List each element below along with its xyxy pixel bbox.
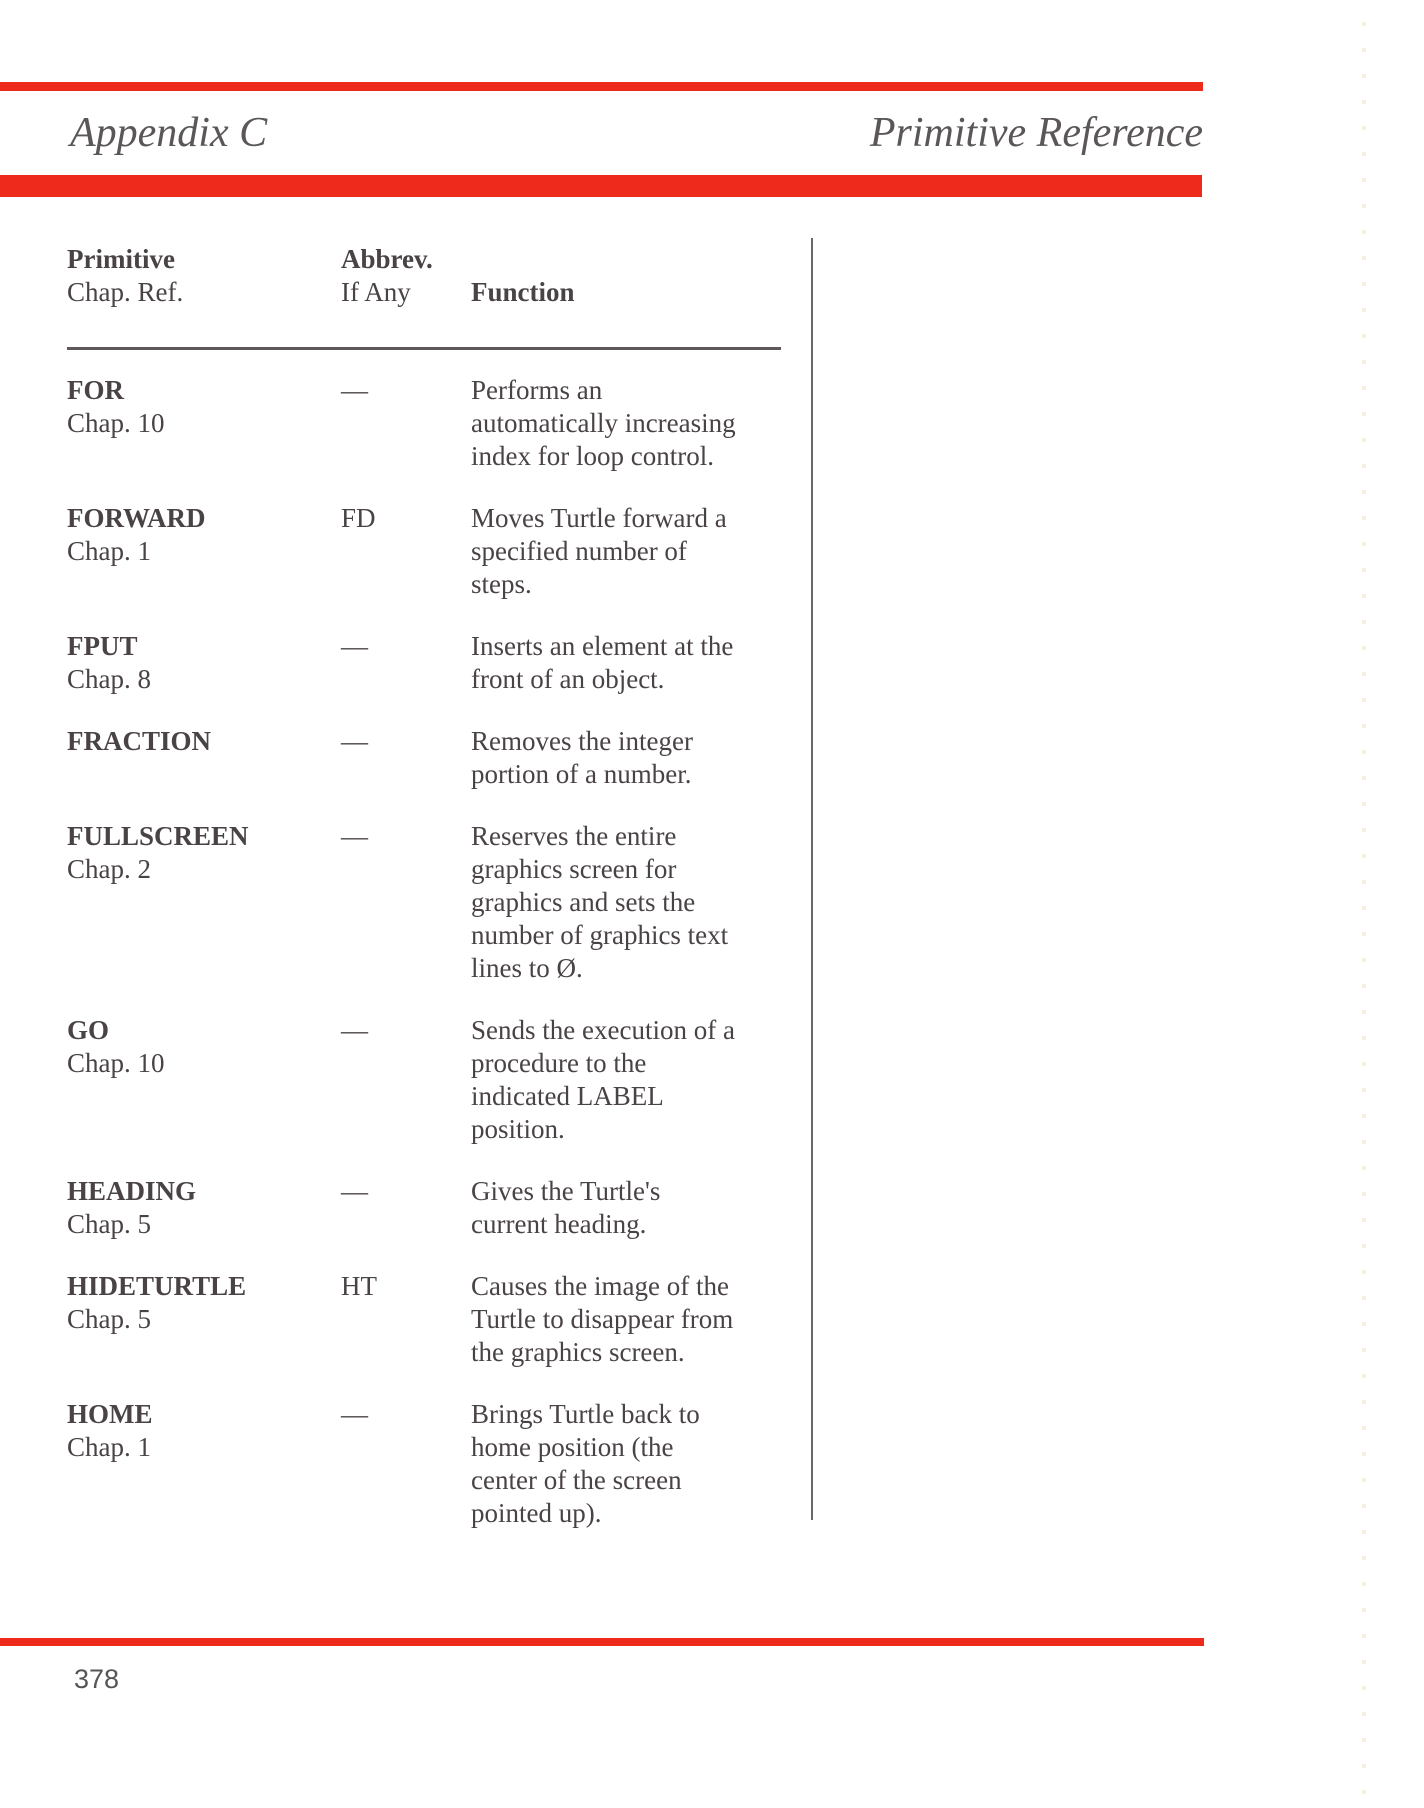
- chapter-ref: Chap. 5: [67, 1209, 151, 1239]
- abbreviation: —: [341, 1015, 368, 1045]
- primitive-reference-table: [67, 243, 781, 1530]
- column-header-primitive: Primitive: [67, 244, 175, 274]
- abbreviation: HT: [341, 1271, 377, 1301]
- page-number: 378: [74, 1664, 120, 1694]
- function-description: Moves Turtle forward a specified number of steps.: [471, 503, 727, 599]
- table-row: [67, 820, 781, 985]
- chapter-ref: Chap. 10: [67, 408, 165, 438]
- primitive-name: HIDETURTLE: [67, 1271, 247, 1301]
- function-description: Brings Turtle back to home position (the center of the screen pointed up).: [471, 1399, 700, 1528]
- table-row: [67, 1270, 781, 1369]
- chapter-ref: Chap. 10: [67, 1048, 165, 1078]
- function-description: Reserves the entire graphics screen for graphics and sets the number of graphics text lines to Ø.: [471, 821, 729, 983]
- function-description: Causes the image of the Turtle to disappear from the graphics screen.: [471, 1271, 734, 1367]
- chapter-ref: Chap. 2: [67, 854, 151, 884]
- column-divider: [811, 238, 813, 1520]
- table-row: [67, 1014, 781, 1146]
- bottom-red-rule: [0, 1638, 1204, 1646]
- primitive-name: GO: [67, 1015, 110, 1045]
- column-header-abbrev: Abbrev.: [341, 244, 433, 274]
- primitive-name: FPUT: [67, 631, 138, 661]
- primitive-name: FOR: [67, 375, 124, 405]
- column-header-chap-ref: Chap. Ref.: [67, 277, 184, 307]
- table-row: [67, 1398, 781, 1530]
- column-header-function: Function: [471, 277, 575, 307]
- header-red-band: [0, 175, 1202, 197]
- section-subtitle: Primitive Reference: [869, 110, 1203, 156]
- chapter-ref: Chap. 5: [67, 1304, 151, 1334]
- table-header: [67, 243, 781, 350]
- function-description: Inserts an element at the front of an object.: [471, 631, 734, 694]
- primitive-name: FRACTION: [67, 726, 212, 756]
- table-row: [67, 1175, 781, 1241]
- table-row: [67, 374, 781, 473]
- abbreviation: —: [341, 821, 368, 851]
- abbreviation: —: [341, 375, 368, 405]
- abbreviation: —: [341, 726, 368, 756]
- primitive-name: FULLSCREEN: [67, 821, 249, 851]
- chapter-ref: Chap. 1: [67, 536, 151, 566]
- table-row: [67, 725, 781, 791]
- primitive-name: HEADING: [67, 1176, 197, 1206]
- abbreviation: —: [341, 1399, 368, 1429]
- chapter-ref: Chap. 1: [67, 1432, 151, 1462]
- abbreviation: FD: [341, 503, 376, 533]
- abbreviation: —: [341, 631, 368, 661]
- function-description: Performs an automatically increasing index for loop control.: [471, 375, 736, 471]
- table-row: [67, 630, 781, 696]
- chapter-ref: Chap. 8: [67, 664, 151, 694]
- function-description: Sends the execution of a procedure to the indicated LABEL position.: [471, 1015, 735, 1144]
- primitive-name: FORWARD: [67, 503, 206, 533]
- abbreviation: —: [341, 1176, 368, 1206]
- section-title: Appendix C: [70, 110, 268, 156]
- top-red-rule: [0, 82, 1203, 91]
- page-edge-marks: [1362, 0, 1366, 1808]
- primitive-name: HOME: [67, 1399, 153, 1429]
- function-description: Removes the integer portion of a number.: [471, 726, 693, 789]
- column-header-if-any: If Any: [341, 277, 411, 307]
- function-description: Gives the Turtle's current heading.: [471, 1176, 661, 1239]
- table-row: [67, 502, 781, 601]
